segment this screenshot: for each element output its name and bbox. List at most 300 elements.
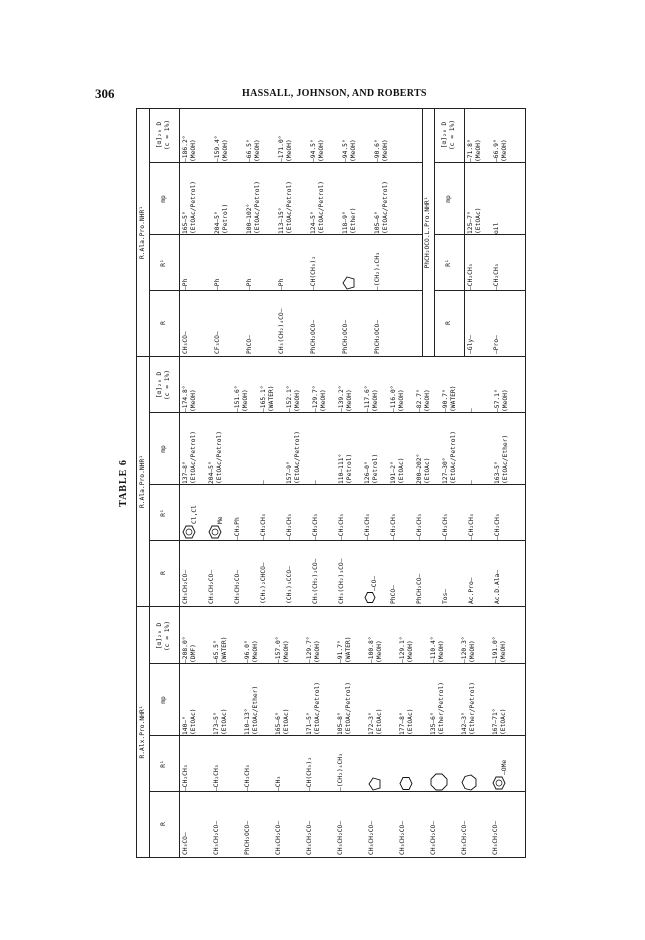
table-row <box>430 607 461 857</box>
panel1-r-value: CH₃CH₂CO– <box>368 820 375 855</box>
table-row <box>442 357 468 606</box>
panel3a-cell-alpha <box>214 108 230 162</box>
panel2-cell-r <box>312 542 320 604</box>
cycloalkyl-ring-icon: –CO– <box>364 576 379 604</box>
panel3a-alpha-value: –159.4° <box>214 135 221 162</box>
panel3a-cell-mp <box>278 164 294 234</box>
table-row <box>342 109 374 356</box>
panel3b-r1-value: –CH₂CH₃ <box>493 263 500 290</box>
panel2-alpha-value: –57.1° <box>494 389 501 412</box>
panel2-header-alpha <box>149 358 179 412</box>
panel3a-cell-mp <box>182 164 198 234</box>
panel1-mp-solvent: (EtOAc) <box>220 708 228 735</box>
panel2-mp-value: 127–30° <box>442 457 449 484</box>
panel2-cell-r1 <box>260 486 268 540</box>
panel3b-cell-r <box>467 292 475 354</box>
panel2-cell-alpha <box>468 358 476 412</box>
panel3a-header-alpha-label: [α]₂₀ D <box>156 121 164 149</box>
table-row <box>494 357 520 606</box>
panel3a-mp-value: 105–6° <box>374 211 381 234</box>
panel2-r-value: PhCH₂CO– <box>416 573 423 604</box>
panel1-cell-r <box>213 793 221 855</box>
panel2-cell-mp <box>338 414 354 484</box>
panel2-alpha-value: – <box>468 408 475 412</box>
panel1-r-value: CH₃CH₂CO– <box>461 820 468 855</box>
panel3a-cell-alpha <box>310 108 326 162</box>
panel2-mp-solvent: (Petrol) <box>345 453 353 484</box>
panel3a-cell-alpha <box>246 108 262 162</box>
panel3a-mp-value: 118–9° <box>342 211 349 234</box>
aryl-ring-icon: Cl,Cl <box>182 505 199 540</box>
panel1-mp-value: 171–5° <box>306 712 313 735</box>
panel2-mp-value: 157–9° <box>286 461 293 484</box>
panel3a-cell-r1 <box>214 236 222 290</box>
panel3a-mp-solvent: (EtOAc/Petrol) <box>381 180 389 234</box>
panel3a-alpha-value: –186.2° <box>182 135 189 162</box>
panel1-cell-r1 <box>244 737 252 791</box>
panel2-r1-value: –CH₂CH₃ <box>364 513 371 540</box>
panel1-r1-value: –(CH₂)₄CH₃ <box>337 753 344 791</box>
panel1-cell-alpha <box>306 609 322 663</box>
panel2-alpha-solvent: (MeOH) <box>319 389 327 412</box>
panel3b-header-alpha <box>434 108 464 162</box>
cycloalkyl-ring-icon <box>430 773 451 791</box>
panel2-header-mp-label: mp <box>160 445 168 453</box>
panel2-r1-value: –CH₂CH₃ <box>390 513 397 540</box>
panel2-r-value: CH₃(CH₂)₃CO– <box>338 558 345 604</box>
panel2-cell-alpha <box>260 358 276 412</box>
panel1-r-value: CH₃CO– <box>182 832 189 855</box>
panel1-cell-r1 <box>399 737 416 791</box>
panel1-alpha-value: –65.5° <box>213 640 220 663</box>
table-row <box>468 357 494 606</box>
panel3b-header-alpha-label: [α]₂₀ D <box>441 121 449 149</box>
panel2-alpha-value: –90.7° <box>442 389 449 412</box>
panel1-alpha-value: –129.1° <box>399 636 406 663</box>
panel3a-r1-value: –(CH₂)₄CH₃ <box>374 252 381 290</box>
panel1-r-value: CH₃CH₂CO– <box>430 820 437 855</box>
panel3a-alpha-value: –94.5° <box>310 139 317 162</box>
panel2-mp-value: 126–0° <box>364 461 371 484</box>
panel2-alpha-solvent: (MeOH) <box>241 389 249 412</box>
table-row <box>278 109 310 356</box>
cycloalkyl-ring-icon <box>461 774 480 791</box>
panel1-header-alpha <box>149 609 179 663</box>
table-row <box>260 357 286 606</box>
table-row <box>338 357 364 606</box>
panel2-cell-alpha <box>286 358 302 412</box>
panel1-alpha-solvent: (MeOH) <box>499 640 507 663</box>
panel3a-mp-solvent: (EtOAc/Petrol) <box>285 180 293 234</box>
panel3a-header-row <box>149 109 180 356</box>
panel2-cell-alpha <box>338 358 354 412</box>
panel1-mp-solvent: (EtOAc/Ether) <box>251 685 259 735</box>
panel2-r1-value: –CH₂CH₃ <box>416 513 423 540</box>
panel2-header-r1-label: R¹ <box>160 509 168 517</box>
panel2-mp-solvent: (EtOAc/Petrol) <box>293 430 301 484</box>
panel2-r-value: Ac.Pro– <box>468 577 475 604</box>
panel1-r-value: CH₃CH₂CO– <box>306 820 313 855</box>
panel1-mp-solvent: (EtOAc) <box>282 708 290 735</box>
panel1-r-value: PhCH₂OCO– <box>244 820 251 855</box>
panel1-alpha-value: –91.7° <box>337 640 344 663</box>
panel2-cell-alpha <box>182 358 198 412</box>
panel2-cell-r1 <box>390 486 398 540</box>
table-row <box>364 357 390 606</box>
panel3a-alpha-value: –171.0° <box>278 135 285 162</box>
panel1-r1-value: –CH₂CH₃ <box>244 764 251 791</box>
panel2-r1-value: –CH₂CH₃ <box>494 513 501 540</box>
panel2-r1-value: –CH₂CH₃ <box>442 513 449 540</box>
panel1-cell-r <box>430 793 438 855</box>
table-row <box>310 109 342 356</box>
panel2-alpha-solvent: (MeOH) <box>397 389 405 412</box>
panel2-mp-value: 200–202° <box>416 453 423 484</box>
panel3a-cell-alpha <box>182 108 198 162</box>
panel3a-title: R.Ala.Pro.NHR¹ <box>137 109 150 356</box>
panel3b-header-conc: (c = 1%) <box>449 119 456 151</box>
panel2-cell-r <box>364 542 379 604</box>
panel1-mp-value: 142–3° <box>461 712 468 735</box>
panel1-r-value: CH₃CH₂CO– <box>399 820 406 855</box>
panel2-alpha-value: –151.6° <box>234 385 241 412</box>
panel2-cell-mp <box>442 414 458 484</box>
panel2-cell-r <box>208 542 216 604</box>
panel1-cell-mp <box>399 665 415 735</box>
panel2-cell-r1 <box>312 486 320 540</box>
panel1-cell-mp <box>337 665 353 735</box>
panel1-cell-r <box>275 793 283 855</box>
panel3b-cell-alpha <box>467 108 483 162</box>
panel3b-header-r <box>434 292 464 354</box>
panel3b-header-row <box>434 109 465 356</box>
panel3a-cell-mp <box>214 164 230 234</box>
panel1-mp-solvent: (EtOAc/Petrol) <box>313 681 321 735</box>
panel1-alpha-value: –191.0° <box>492 636 499 663</box>
panel1-cell-r <box>306 793 314 855</box>
panel2-alpha-solvent: (MeOH) <box>345 389 353 412</box>
panel2-alpha-value: –82.7° <box>416 389 423 412</box>
panel3a-cell-r1 <box>374 236 382 290</box>
subpanel-divider <box>422 109 423 357</box>
panel2-header-mp <box>149 414 179 484</box>
panel1-cell-r <box>399 793 407 855</box>
table-row <box>493 109 519 356</box>
panel1-alpha-value: –96.0° <box>244 640 251 663</box>
panel3a-cell-r1 <box>278 236 286 290</box>
panel3a-cell-r <box>278 292 286 354</box>
panel3a-r-value: PhCH₂OCO– <box>310 319 317 354</box>
panel3a-mp-solvent: (EtOAc/Petrol) <box>189 180 197 234</box>
panel2-alpha-value: –165.1° <box>260 385 267 412</box>
panel3a-header-r1-label: R¹ <box>160 259 168 267</box>
panel3a-cell-r <box>374 292 382 354</box>
panel1-cell-r1 <box>368 737 384 791</box>
panel1-header-r-label: R <box>160 822 168 826</box>
panel2-cell-r <box>416 542 424 604</box>
panel1-mp-solvent: (EtOAc) <box>375 708 383 735</box>
panel2-header-r <box>149 542 179 604</box>
table-row <box>214 109 246 356</box>
panel3b-cell-r1 <box>493 236 501 290</box>
panel2-mp-solvent: (EtOAc/Ether) <box>501 434 509 484</box>
panel1-alpha-solvent: (WATER) <box>344 636 352 663</box>
panel1-mp-solvent: (EtOAc) <box>406 708 414 735</box>
panel2-alpha-solvent: (MeOH) <box>423 389 431 412</box>
panel1-cell-r1 <box>182 737 190 791</box>
panel2-cell-mp <box>286 414 302 484</box>
panel1-alpha-solvent: (MeOH) <box>251 640 259 663</box>
panel1-alpha-solvent: (MeOH) <box>282 640 290 663</box>
table-row <box>182 357 208 606</box>
table-row <box>461 607 492 857</box>
aryl-ring-icon: –OMe <box>492 760 509 791</box>
panel1-cell-r <box>492 793 500 855</box>
panel1-cell-alpha <box>213 609 229 663</box>
panel1-cell-alpha <box>430 609 446 663</box>
panel1-mp-value: 177–8° <box>399 712 406 735</box>
panel3b-r1-value: –CH₂CH₃ <box>467 263 474 290</box>
panel1-mp-solvent: (Ether/Petrol) <box>437 681 445 735</box>
table-row <box>337 607 368 857</box>
panel1-cell-r1 <box>430 737 451 791</box>
panel2-cell-r <box>390 542 398 604</box>
panel2-r1-value: –CH₂Ph <box>234 517 241 540</box>
panel2-header-row <box>149 357 180 606</box>
panel1-mp-value: 110–13° <box>244 708 251 735</box>
panel3a-cell-alpha <box>374 108 390 162</box>
panel1-alpha-value: –129.7° <box>306 636 313 663</box>
cycloalkyl-ring-icon <box>342 276 358 290</box>
panel2-r-value: PhCO– <box>390 585 397 604</box>
panel1-mp-value: 140–° <box>182 716 189 735</box>
panel1-mp-value: 173–5° <box>213 712 220 735</box>
panel3a-r-value: PhCO– <box>246 335 253 354</box>
panel2-cell-alpha <box>494 358 510 412</box>
panel1-cell-r1 <box>337 737 345 791</box>
panel3a-cell-mp <box>310 164 326 234</box>
panel2-r-value: CH₃(CH₂)₂CO– <box>312 558 319 604</box>
panel2-cell-r1 <box>208 486 225 540</box>
panel2-r1-value: –CH₂CH₃ <box>468 513 475 540</box>
panel3a-r-value: PhCH₂OCO– <box>374 319 381 354</box>
panel1-cell-r <box>244 793 252 855</box>
panel2-cell-mp <box>182 414 198 484</box>
table-row <box>213 607 244 857</box>
panel2-r-value: (CH₃)₂CHCO– <box>260 562 267 604</box>
panel2-cell-r <box>182 542 190 604</box>
panel3a-r1-value: –CH(CH₃)₂ <box>310 255 317 290</box>
panel2-mp-value: 110–111° <box>338 453 345 484</box>
panel3b-alpha-value: –66.9° <box>493 139 500 162</box>
panel3a-mp-solvent: (EtOAc/Petrol) <box>317 180 325 234</box>
panel3a-header-r-label: R <box>160 321 168 325</box>
panel2-header-r-label: R <box>160 571 168 575</box>
panel1-cell-r1 <box>461 737 480 791</box>
panel1-header-conc: (c = 1%) <box>164 620 171 652</box>
panel2-mp-solvent: (Petrol) <box>371 453 379 484</box>
panel1-mp-solvent: (Ether/Petrol) <box>468 681 476 735</box>
table-row <box>399 607 430 857</box>
panel3a-header-conc: (c = 1%) <box>164 119 171 151</box>
panel2-alpha-value: –174.8° <box>182 385 189 412</box>
panel1-r-value: CH₃CH₂CO– <box>492 820 499 855</box>
panel2-cell-r <box>494 542 502 604</box>
panel2-alpha-value: –129.7° <box>312 385 319 412</box>
cycloalkyl-ring-icon <box>399 776 416 791</box>
panel1-cell-alpha <box>461 609 477 663</box>
panel3a-alpha-solvent: (MeOH) <box>221 139 229 162</box>
table-row <box>234 357 260 606</box>
data-table <box>136 108 526 858</box>
panel2-cell-r <box>234 542 242 604</box>
panel1-r1-value: –CH₃ <box>275 775 282 791</box>
panel2-cell-r <box>442 542 450 604</box>
panel2-header-conc: (c = 1%) <box>164 369 171 401</box>
table-row <box>182 607 213 857</box>
panel2-alpha-value: –139.2° <box>338 385 345 412</box>
panel3a-cell-r <box>342 292 350 354</box>
table-row <box>467 109 493 356</box>
panel1-alpha-solvent: (DMF) <box>189 644 197 663</box>
panel1-cell-mp <box>368 665 384 735</box>
panel2-header-r1 <box>149 486 179 540</box>
panel1-cell-mp <box>213 665 229 735</box>
panel3b-alpha-value: –71.8° <box>467 139 474 162</box>
table-row <box>312 357 338 606</box>
panel1-cell-alpha <box>244 609 260 663</box>
panel2-cell-mp <box>390 414 406 484</box>
panel2-mp-solvent: (EtOAc) <box>423 457 431 484</box>
panel3a-header-mp <box>149 164 179 234</box>
panel2-mp-solvent: (EtOAc/Petrol) <box>215 430 223 484</box>
panel1-cell-mp <box>275 665 291 735</box>
panel1-cell-mp <box>492 665 508 735</box>
panel1-cell-mp <box>244 665 260 735</box>
panel2-cell-alpha <box>234 358 250 412</box>
panel1-cell-alpha <box>182 609 198 663</box>
running-head: HASSALL, JOHNSON, AND ROBERTS <box>242 88 427 99</box>
panel1-alpha-solvent: (MeOH) <box>468 640 476 663</box>
panel2-cell-r1 <box>234 486 242 540</box>
panel3a-cell-r <box>214 292 222 354</box>
panel2-cell-r <box>286 542 294 604</box>
panel2-cell-mp <box>260 414 268 484</box>
panel3a-mp-solvent: (EtOAc/Petrol) <box>253 180 261 234</box>
panel2-mp-solvent: (EtOAc/Petrol) <box>449 430 457 484</box>
panel3a-cell-alpha <box>342 108 358 162</box>
panel3b-header-mp-label: mp <box>445 195 453 203</box>
panel2-cell-alpha <box>364 358 380 412</box>
panel2-cell-r1 <box>442 486 450 540</box>
panel2-cell-r1 <box>364 486 372 540</box>
panel2-r1-value: –CH₂CH₃ <box>286 513 293 540</box>
panel2-cell-mp <box>416 414 432 484</box>
panel1-header-mp-label: mp <box>160 696 168 704</box>
panel3a-mp-value: 100–102° <box>246 203 253 234</box>
panel2-cell-alpha <box>442 358 458 412</box>
panel3b-header-mp <box>434 164 464 234</box>
panel1-header-r1 <box>149 737 179 791</box>
panel2-r-value: (CH₃)₃CCO– <box>286 566 293 604</box>
panel3a-r1-value: –Ph <box>278 278 285 290</box>
panel3b-title: PhCH₂OCO.L.Pro.NHR¹ <box>422 109 435 356</box>
panel3b-cell-r1 <box>467 236 475 290</box>
panel3b-cell-mp <box>467 164 483 234</box>
panel1-mp-value: 172–3° <box>368 712 375 735</box>
panel2-r1-value: –CH₂CH₃ <box>312 513 319 540</box>
panel2-mp-value: 137–8° <box>182 461 189 484</box>
panel3b-mp-solvent: (EtOAc) <box>474 207 482 234</box>
panel1-r-value: CH₃CH₂CO– <box>213 820 220 855</box>
panel3a-header-r1 <box>149 236 179 290</box>
panel3a-cell-r1 <box>182 236 190 290</box>
panel3b-header-r-label: R <box>445 321 453 325</box>
panel3a-r1-value: –Ph <box>182 278 189 290</box>
panel1-cell-r <box>368 793 376 855</box>
panel2-mp-value: – <box>312 480 319 484</box>
panel3a-panel <box>137 109 422 357</box>
panel2-cell-mp <box>494 414 510 484</box>
panel2-alpha-value: –152.1° <box>286 385 293 412</box>
panel2-alpha-solvent: (MeOH) <box>371 389 379 412</box>
panel2-alpha-solvent: (WATER) <box>449 385 457 412</box>
panel3a-cell-r1 <box>342 236 358 290</box>
panel1-alpha-solvent: (WATER) <box>220 636 228 663</box>
table-row <box>374 109 406 356</box>
table-row <box>492 607 523 857</box>
panel3a-alpha-value: –94.5° <box>342 139 349 162</box>
table-row <box>306 607 337 857</box>
panel1-alpha-solvent: (MeOH) <box>375 640 383 663</box>
table-row <box>182 109 214 356</box>
panel1-cell-r1 <box>275 737 283 791</box>
panel3a-alpha-value: –66.5° <box>246 139 253 162</box>
panel1-alpha-value: –208.0° <box>182 636 189 663</box>
panel1-mp-value: 167–71° <box>492 708 499 735</box>
table-row <box>416 357 442 606</box>
panel2-cell-mp <box>208 414 224 484</box>
panel2-cell-r1 <box>338 486 346 540</box>
cycloalkyl-ring-icon <box>368 777 384 791</box>
panel2-r-value: Tos– <box>442 588 449 604</box>
panel3a-alpha-solvent: (MeOH) <box>253 139 261 162</box>
table-row <box>246 109 278 356</box>
panel2-mp-solvent: (EtOAc) <box>397 457 405 484</box>
panel2-cell-r <box>468 542 476 604</box>
panel2-panel <box>137 357 525 607</box>
panel1-header-row <box>149 607 180 857</box>
panel3a-cell-r <box>246 292 254 354</box>
panel2-r1-value: –CH₂CH₃ <box>260 513 267 540</box>
panel1-cell-r <box>337 793 345 855</box>
panel3a-cell-r1 <box>310 236 318 290</box>
panel3a-r-value: PhCH₂OCO– <box>342 319 349 354</box>
panel3a-cell-r <box>182 292 190 354</box>
panel1-mp-value: 105–8° <box>337 712 344 735</box>
panel3a-mp-value: 113–15° <box>278 207 285 234</box>
panel1-header-mp <box>149 665 179 735</box>
panel2-header-alpha-label: [α]₂₀ D <box>156 371 164 399</box>
panel2-mp-value: 191–2° <box>390 461 397 484</box>
panel2-cell-r1 <box>416 486 424 540</box>
panel1-mp-solvent: (EtOAc/Petrol) <box>344 681 352 735</box>
panel1-cell-r1 <box>213 737 221 791</box>
panel2-cell-r1 <box>468 486 476 540</box>
table-caption: TABLE 6 <box>118 459 129 507</box>
panel1-alpha-value: –157.0° <box>275 636 282 663</box>
panel2-alpha-solvent: (MeOH) <box>501 389 509 412</box>
